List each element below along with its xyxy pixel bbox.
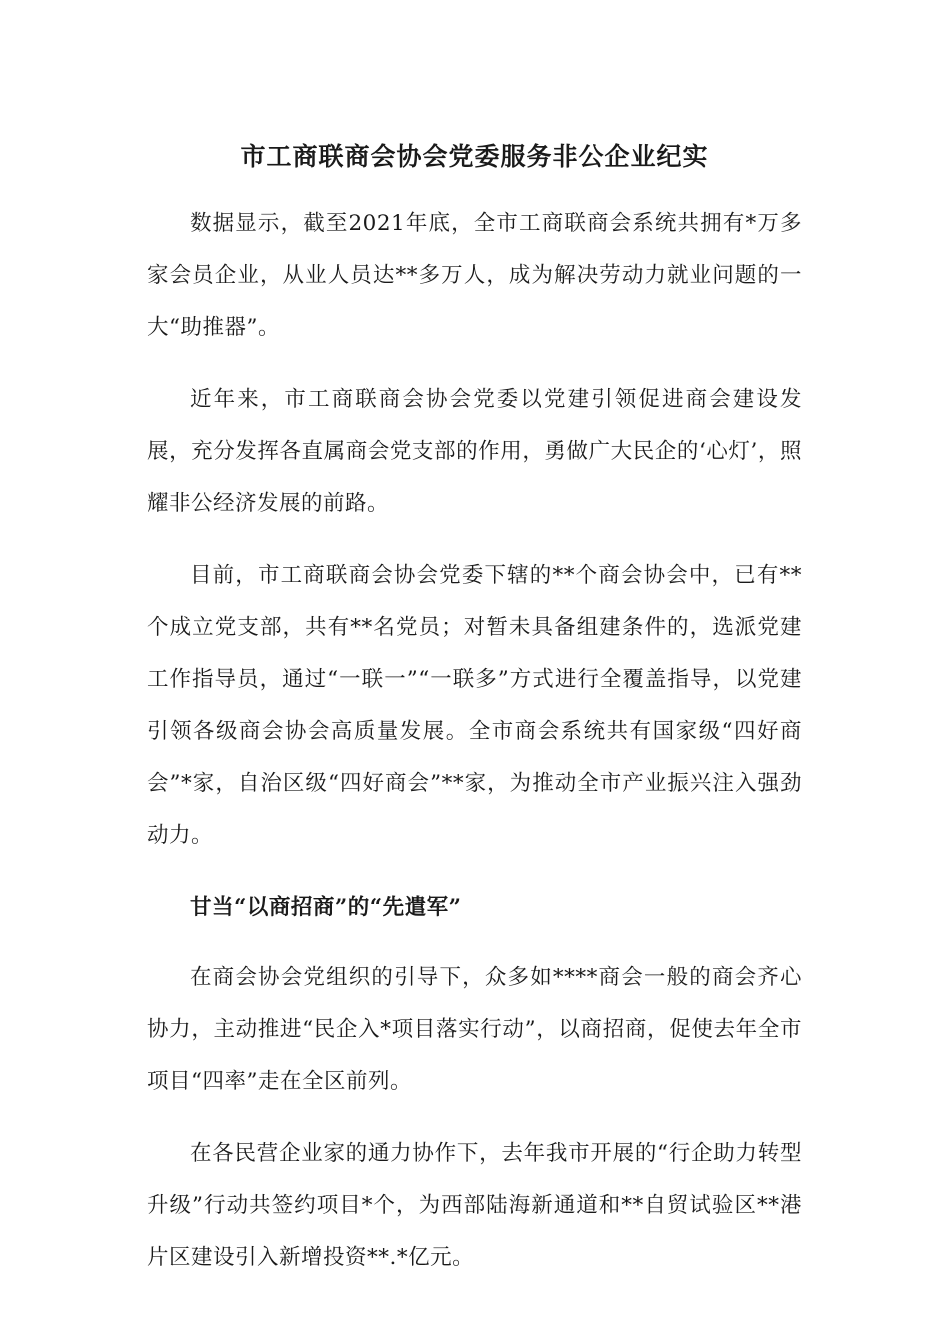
paragraph-statistics: 数据显示，截至2021年底，全市工商联商会系统共拥有*万多家会员企业，从业人员达**多万人，成为解决劳动力就业问题的一大“助推器”。 <box>147 211 802 340</box>
paragraph-recent-years: 近年来，市工商联商会协会党委以党建引领促进商会建设发展，充分发挥各直属商会党支部的作用，勇做广大民企的‘心灯’，照耀非公经济发展的前路。 <box>147 387 802 516</box>
document-title: 市工商联商会协会党委服务非公企业纪实 <box>240 142 709 171</box>
section-heading: 甘当“以商招商”的“先遣军” <box>190 895 462 920</box>
paragraph-transformation-action: 在各民营企业家的通力协作下，去年我市开展的“行企助力转型升级”行动共签约项目*个，为西部陆海新通道和**自贸试验区**港片区建设引入新增投资**.*亿元。 <box>147 1141 802 1270</box>
paragraph-current-status: 目前，市工商联商会协会党委下辖的**个商会协会中，已有**个成立党支部，共有**名党员；对暂未具备组建条件的，选派党建工作指导员，通过“一联一”“一联多”方式进行全覆盖指导，以党建引领各级商会协会高质量发展。全市商会系统共有国家级“四好商会”*家，自治区级“四好商会”**家，为推动全市产业振兴注入强劲动力。 <box>147 563 802 848</box>
paragraph-investment-promotion: 在商会协会党组织的引导下，众多如****商会一般的商会齐心协力，主动推进“民企入*项目落实行动”，以商招商，促使去年全市项目“四率”走在全区前列。 <box>147 965 802 1094</box>
